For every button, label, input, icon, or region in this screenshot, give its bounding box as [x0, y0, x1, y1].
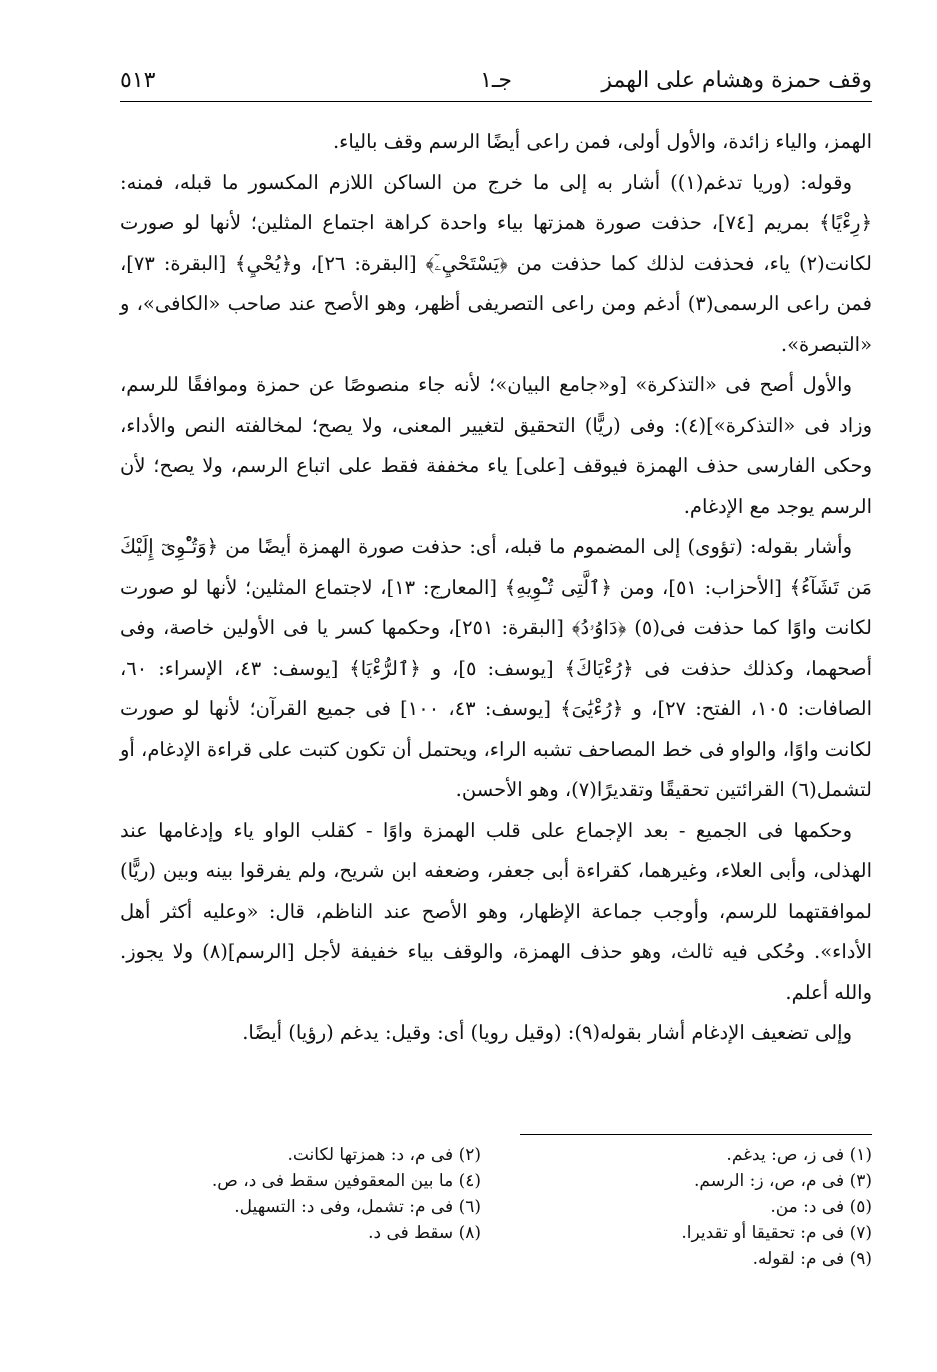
paragraph: وقوله: (وريا تدغم(١)) أشار به إلى ما خرج من الساكن اللازم المكسور ما قبله، فمنه: ﴿رِءْيًا﴾ بمريم [٧٤]، حذفت صورة همزتها بياء واحدة كراهة اجتماع المثلين؛ لأنها لو صورت لكانت(٢) ياء، فحذفت لذلك كما حذفت من ﴿يَسْتَحْيِۦٓ﴾ [البقرة: ٢٦]، و﴿يُحْيِ﴾ [البقرة: ٧٣]، فمن راعى الرسمى(٣) أدغم ومن راعى التصريفى أظهر، وهو الأصح عند صاحب «الكافى»، و «التبصرة».	[120, 170, 873, 356]
footnote-8: (٨) سقط فى د.	[368, 1223, 481, 1243]
main-text	[120, 122, 872, 1054]
footnote-rule	[520, 1134, 872, 1135]
page-number: ٥١٣	[120, 67, 156, 93]
paragraph: وحكمها فى الجميع - بعد الإجماع على قلب الهمزة واوًا - كقلب الواو ياء وإدغامها عند الهذلى، وأبى العلاء، وغيرهما، كقراءة أبى جعفر، وضعفه ابن شريح، ولم يفرقوا بينه وبين (ريًّا) لموافقتهما للرسم، وأوجب جماعة الإظهار، وهو الأصح عند الناظم، قال: «وعليه أكثر أهل الأداء». وحُكى فيه ثالث، وهو حذف الهمزة، والوقف بياء خفيفة لأجل [الرسم](٨) ولا يجوز. والله أعلم.	[120, 818, 872, 1004]
header-rule	[120, 101, 872, 102]
running-header	[120, 60, 872, 100]
footnote-7: (٧) فى م: تحقيقا أو تقديرا.	[681, 1223, 872, 1243]
footnote-2: (٢) فى م، د: همزتها لكانت.	[287, 1145, 481, 1165]
running-title: وقف حمزة وهشام على الهمز	[601, 67, 872, 93]
volume-label: جـ١	[480, 67, 512, 93]
paragraph: والأول أصح فى «التذكرة» [و«جامع البيان»؛ لأنه جاء منصوصًا عن حمزة وموافقًا للرسم، وزاد فى «التذكرة»](٤): وفى (ريًّا) التحقيق لتغيير المعنى، ولا يصح؛ لمخالفته النص والأداء، وحكى الفارسى حذف الهمزة فيوقف [على] ياء مخففة فقط على اتباع الرسم، ولا يصح؛ لأن الرسم يوجد مع الإدغام.	[120, 373, 872, 518]
footnote-4: (٤) ما بين المعقوفين سقط فى د، ص.	[211, 1171, 481, 1191]
footnotes	[120, 1142, 872, 1272]
footnote-6: (٦) فى م: تشمل، وفى د: التسهيل.	[234, 1197, 481, 1217]
footnote-9: (٩) فى م: لقوله.	[752, 1249, 872, 1269]
footnote-1: (١) فى ز، ص: يدغم.	[726, 1145, 872, 1165]
paragraph: وأشار بقوله: (تؤوى) إلى المضموم ما قبله، أى: حذفت صورة الهمزة أيضًا من ﴿وَتُـْٔوِىٓ إِلَيْكَ مَن تَشَآءُ﴾ [الأحزاب: ٥١]، ومن ﴿ٱلَّتِى تُـْٔوِيهِ﴾ [المعارج: ١٣]، لاجتماع المثلين؛ لأنها لو صورت لكانت واوًا كما حذفت فى(٥) ﴿دَاوُۥدُ﴾ [البقرة: ٢٥١]، وحكمها كسر يا فى الأولين خاصة، وفى أصحهما، وكذلك حذفت فى ﴿رُءْيَاكَ﴾ [يوسف: ٥]، و ﴿ٱلرُّءْيَا﴾ [يوسف: ٤٣، الإسراء: ٦٠، الصافات: ١٠٥، الفتح: ٢٧]، و ﴿رُءْيَٰىَ﴾ [يوسف: ٤٣، ١٠٠] فى جميع القرآن؛ لأنها لو صورت لكانت واوًا، والواو فى خط المصاحف تشبه الراء، ويحتمل أن تكون كتبت على قراءة الإدغام، أو لتشمل(٦) القرائتين تحقيقًا وتقديرًا(٧)، وهو الأحسن.	[120, 535, 872, 801]
footnote-5: (٥) فى د: من.	[770, 1197, 872, 1217]
paragraph: وإلى تضعيف الإدغام أشار بقوله(٩): (وقيل رويا) أى: وقيل: يدغم (رؤيا) أيضًا.	[242, 1021, 852, 1044]
paragraph: الهمز، والياء زائدة، والأول أولى، فمن راعى أيضًا الرسم وقف بالياء.	[332, 130, 872, 153]
footnote-3: (٣) فى م، ص، ز: الرسم.	[694, 1171, 872, 1191]
